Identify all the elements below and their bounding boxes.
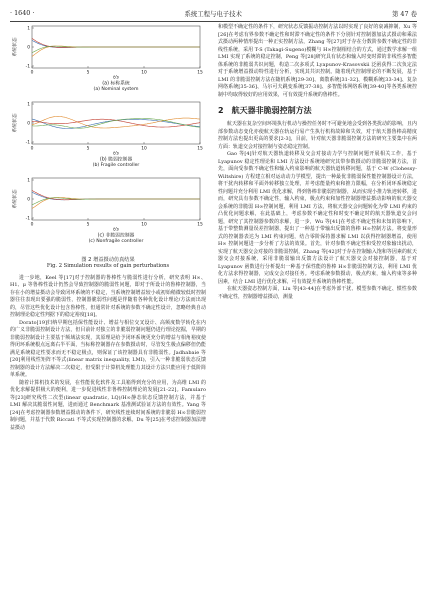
- x-axis-label: t/s: [113, 151, 119, 157]
- figure-caption: [10, 257, 206, 270]
- y-tick-label: 0: [27, 197, 30, 203]
- section-number: 2: [218, 106, 224, 115]
- state-curve: [32, 190, 200, 199]
- right-column: [218, 24, 417, 301]
- state-curve: [32, 192, 200, 200]
- figure-plots: [10, 24, 206, 256]
- page-header: [10, 6, 417, 20]
- right-paragraph: 和模型不确定性的条件下，研究状态反馈振动控制方法以时实现了良好的衰减抑制，Xu 等[26]在考虑有界参数不确定性和时滞不确定性的条件下分别针对控制器加法式摄动和乘法式摄动两种情形提出一种正实控制方法，Zhang 等[27]对于存在分数阶参数不确定性的非线性系统，采用 T-S (Takagi-Sugeno)模糊与 H∞控制相结合的方式，通过数学求解一组 LMI 实现了系统的稳定控制，Peng 等[28]研究具有状态和输入时变时滞的非线性多智能体系统的非脆弱共识问题，构造二次多项式 Lyapunov-Krasovskii 泛函获得二次负定法对于系统增益摄动特性进行分析，实现其共识控制。随着现代控制理论的不断发展，基于 LMI 的非脆弱控制方法在随机系统[29-30]、离散系统[31-32]、模糊系统[33-34]、复杂网络系统[35-36]、马尔可夫跳变系统[37-38]、多智能体网络系统[39-40]等各类系统控制中均取得较好的应用效果，可有效提升系统的鲁棒性。: [218, 24, 417, 98]
- x-tick-label: 10: [141, 146, 147, 152]
- y-tick-label: 1: [27, 102, 30, 108]
- x-axis-label: t/s: [113, 75, 119, 81]
- left-paragraph: 进一步地，Keel 等[17]对于控制器的鲁棒性与脆弱性进行分析，研究表明 H∞、H1、μ 等鲁棒性设计仍然会导致控制器的脆弱性问题，即对于所设计的鲁棒控制器，当存在小的增益摄动会导致闭环系统的不稳定，当系统控制增益较小或初始稍微较低时控制器往往表现出要强的脆弱性，控制器脆弱性问题是伴随着各种优化设计理论/方法而出现的，尽管这些优化设计包含鲁棒性，但通常针对系统的参数不确定性设计，忽略经典自动控制理论稳定性判据下的稳定裕度[18]。: [10, 274, 206, 319]
- right-paragraph: 在航天器姿态控制方面，Liu 等[43-44]在考虑外部干扰、模型参数不确定、惯性参数不确定性，控制器增益摄动，测量: [218, 286, 417, 300]
- x-tick-label: 10: [141, 70, 147, 76]
- x-tick-label: 15: [197, 70, 203, 76]
- subfigure-label-cn: (a) 标称系统: [102, 81, 130, 87]
- y-tick-label: -1: [25, 216, 30, 222]
- y-tick-label: 1: [27, 178, 30, 184]
- y-axis-label: 系统状态: [13, 189, 18, 209]
- subfigure-label-en: (c) Nonfragile controller: [88, 239, 144, 244]
- volume-label: 第 47 卷: [392, 9, 417, 18]
- x-tick-label: 5: [86, 222, 90, 228]
- caption-en: Fig. 2 Simulation results of gain perturbations: [46, 263, 170, 270]
- page-number: · 1640 ·: [10, 9, 35, 17]
- section-title: 航天器非脆弱控制方法: [231, 106, 312, 115]
- x-tick-label: 5: [86, 70, 90, 76]
- state-curve: [32, 198, 200, 205]
- y-tick-label: 0: [27, 121, 30, 127]
- journal-name: 系统工程与电子技术: [184, 9, 242, 18]
- subfigure-label-en: (b) Fragile controller: [92, 163, 140, 168]
- left-paragraph: Dorato[19]归纳早期包括保性能设计、增益与相位交叉设计、高频度数学转化在内的广义非脆弱控制设计方法，但目前针对独立的非脆弱控制问题仍进行理论挖掘，早期的非脆弱控制设计主要基于频域法实现，其原理是给予闭环系统更充分的增益与相角裕度使得闭环系统根点远离右半平面，当标称控制器存在参数摄动时，尽管发生极点偏移但仍能满足系统稳定性要求而无不稳定极点，则保证了该控制器具有非脆弱性。Jadhabaie 等[20]利用线性矩阵不等式(linear matrix inequality, LMI)，引入一种非脆弱状态反馈控制器的设计方法解决二次稳定，但受限于计算机处理能力其设计方法只能应用于低阶简单系统。: [10, 319, 206, 379]
- figure-2: [10, 24, 206, 256]
- section-heading: [218, 105, 417, 116]
- x-tick-label: 0: [30, 222, 34, 228]
- y-tick-label: -1: [25, 140, 30, 146]
- x-tick-label: 15: [197, 222, 203, 228]
- x-tick-label: 15: [197, 146, 203, 152]
- y-tick-label: -1: [25, 64, 30, 70]
- header-rule: [10, 21, 417, 22]
- y-tick-label: 0: [27, 45, 30, 51]
- subfigure-label-cn: (b) 脆弱控制器: [99, 157, 133, 163]
- right-paragraph: Gao 等[4]针对航天器轨道转移及交会对接动力学与控制问题开展相关工作，基于 Lyapunov 稳定性理论和 LMI 方法设计系统地研究其带参数摄动的非脆弱控制方法，首先，面向受参数不确定性和输入约束影响的航天器轨道转移问题，基于 C-W (Clohessy-Wiltshire) 方程建立相对运动动力学模型，提出一种最优非脆弱保性能控制器设计方法，将干扰内转移和平面外转移独立处理，并考虑能量约束和推力限幅，在分析闭环系统稳定性问题并充分利用 LMI 优化求解，得到鲁棒非脆弱控制器，从而实现小推力轨迹转移，进而，研究具有参数不确定性，输入约束，极点约束和加性控制器增益摄动影响的航天器交会系统的非脆弱 H∞控制问题，利用 LMI 方法，将航天器交会问题转化为带 LMI 约束的凸优化问题求解，在此基础上，考虑参数不确定性和时变不确定时的航天器轨道交会问题，研究了其控制器参数的求解，进一步，Wu 等[41]在考虑不确定性和未知的影响下，基于带整数测量误差控制器，提出了一种基于带输出反馈的鲁棒 H∞控制方法。将变量形式的控制器表达为 LMI 约束问题，结合零阶保持器求解 LMI 以获得控制器增益，使用 H∞ 控制问题进一步分析了方法的效果。首先，针对参数不确定性和受控对象输出扰动，实现了航天器交会对接的非脆弱控制，Zhang 等[42]对于存在控制输入饱和等因素的航天器交会对接系统，采用非脆弱输出反馈方法设计了航天器交会对接控制器，基于对 Lyapunov 函数进行分析提出一种基于保性能的鲁棒 H∞非脆弱控制方法，利用 LMI 优化方法求得控制器，完成交会对接任务。考虑系统参数摄动，极点约束，输入约束等多种因素，结合 LMI 进行优化求解，可有效提升系统的鲁棒性能。: [218, 151, 417, 285]
- caption-cn: 图 2 增益摄动仿真结果: [81, 257, 135, 263]
- x-tick-label: 10: [141, 222, 147, 228]
- subfigure-label-cn: (c) 非脆弱控制器: [97, 233, 135, 239]
- x-tick-label: 0: [30, 70, 34, 76]
- y-axis-label: 系统状态: [13, 113, 18, 133]
- x-axis-label: t/s: [113, 227, 119, 233]
- left-column: [10, 24, 206, 432]
- y-axis-label: 系统状态: [13, 37, 18, 57]
- left-paragraph: 随着计算机技术的发展，在性能优化软件及工具箱得到充分的应用，为高维 LMI 的优化求解提供极大的便利，进一步促进线性非鲁棒控制理论的发展[21-22]。Famularo 等[23]研究线性二次型(linear quadratic, LQ)/H∞静态状态反馈控制方法，并基于 LMI 解决其脆弱性问题，进而通过 Benchmark 基准测试验证方法的有效性。Yang 等[24]在考虑控制器参数增益摄动的条件下，研究线性连续时间系统的非脆弱 H∞非脆弱控制问题，并基于代数 Riccati 不等式实现控制器的求解。Du 等[25]在考虑控制器加法增益摄动: [10, 379, 206, 431]
- right-paragraph: 航天器在复杂空间环境执行机动与操控任务时不可避免地会受到各类扰动的影响，且内部参数动态变化亦使航天器在轨运行易产生执行机构故障和失效，对于航天器鲁棒高精度控制方法也提出更高的要求[2-3]，目前，针对航天器非脆弱控制方法的研究主要集中在两方面：轨道交会对接控制与姿态稳定控制。: [218, 121, 417, 150]
- x-tick-label: 0: [30, 146, 34, 152]
- x-tick-label: 5: [86, 146, 90, 152]
- y-tick-label: 1: [27, 26, 30, 32]
- subfigure-label-en: (a) Nominal system: [93, 87, 139, 92]
